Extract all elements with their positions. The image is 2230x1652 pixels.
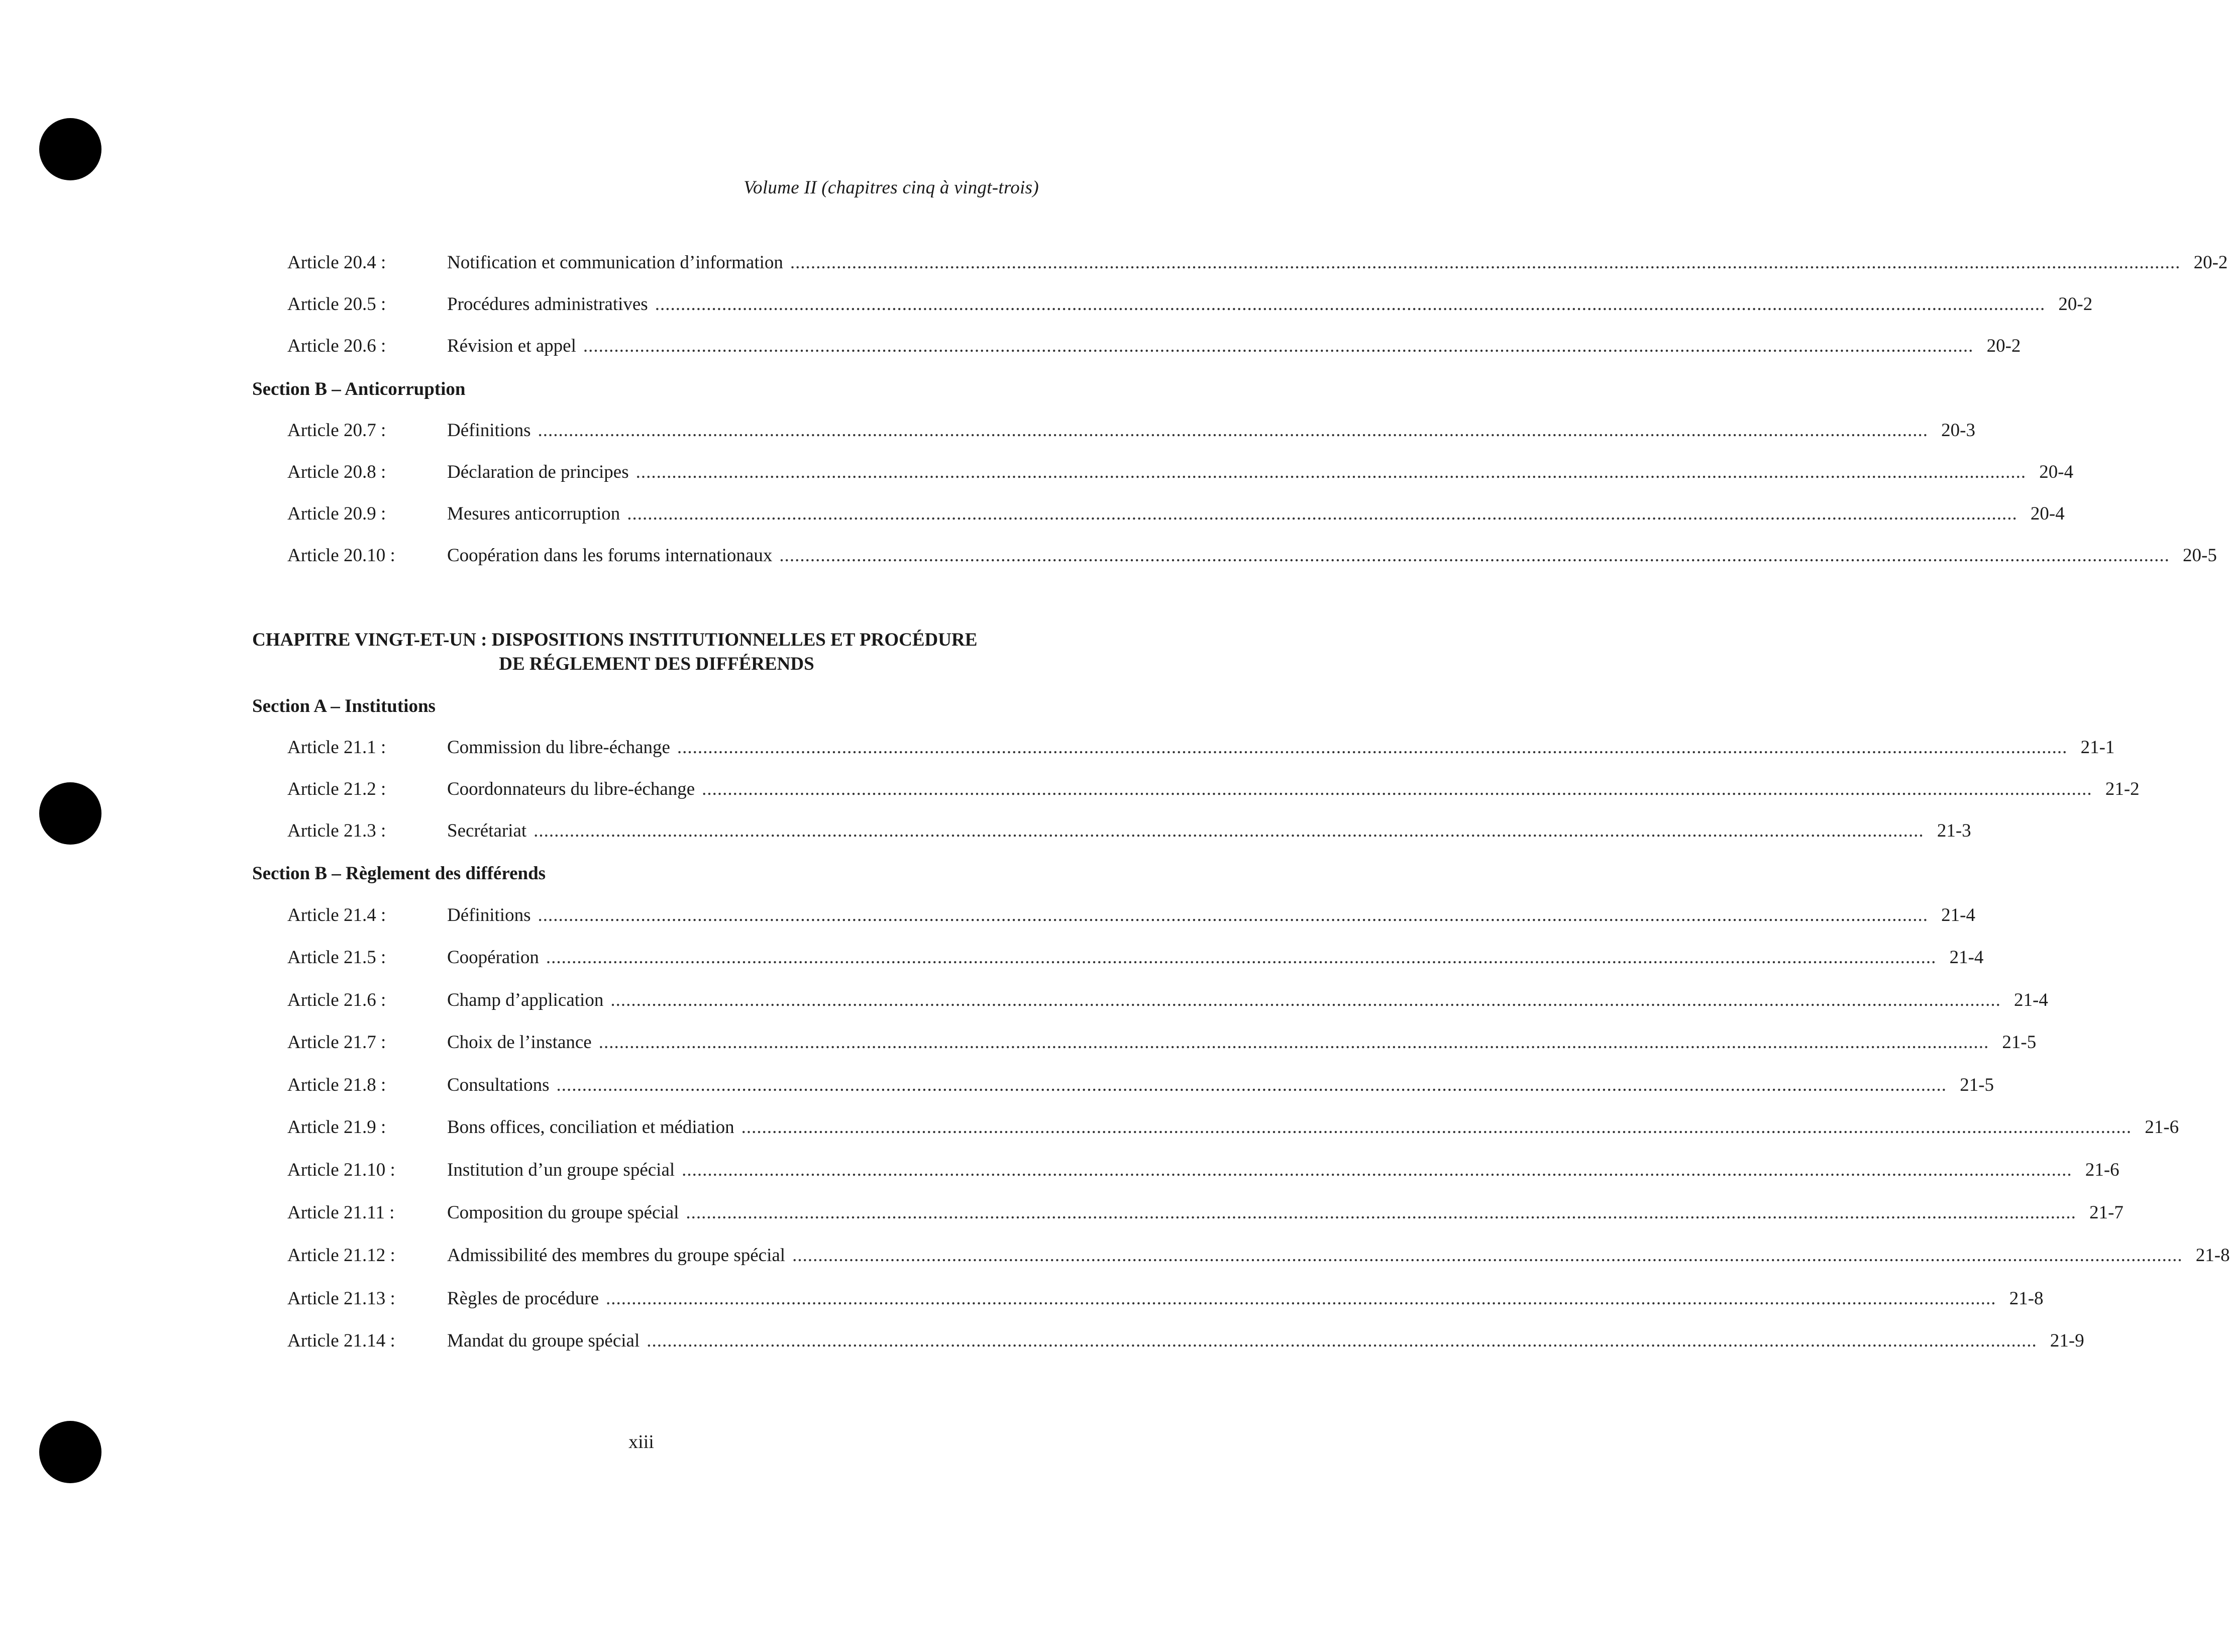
entry-label: Article 21.6 :	[287, 990, 386, 1010]
toc-entry	[287, 502, 2065, 526]
dot-leader: ..............................................................................................................................................................................................................................................................................	[534, 820, 1924, 841]
running-head: Volume II (chapitres cinq à vingt-trois)	[744, 177, 1039, 198]
entry-page: 20-2	[2058, 294, 2093, 315]
entry-page: 21-2	[2105, 779, 2140, 799]
dot-leader: ..............................................................................................................................................................................................................................................................................	[606, 1288, 1996, 1309]
toc-entry	[287, 736, 2115, 759]
entry-title: Procédures administratives	[447, 294, 648, 315]
entry-page: 21-7	[2089, 1202, 2123, 1223]
entry-label: Article 21.12 :	[287, 1245, 395, 1266]
entry-page: 21-3	[1937, 820, 1971, 841]
toc-entry	[287, 293, 2093, 316]
entry-page: 20-2	[1986, 336, 2021, 356]
entry-label: Article 20.5 :	[287, 294, 386, 315]
entry-label: Article 21.9 :	[287, 1117, 386, 1138]
entry-page: 20-5	[2183, 545, 2217, 566]
entry-page: 21-5	[1960, 1075, 1994, 1095]
entry-title: Notification et communication d’information	[447, 252, 783, 273]
entry-page: 21-9	[2050, 1330, 2084, 1351]
entry-title: Coopération	[447, 947, 539, 968]
entry-label: Article 20.10 :	[287, 545, 395, 566]
toc-entry	[287, 544, 2217, 567]
toc-entry	[287, 946, 1984, 969]
toc-entry	[287, 819, 1971, 843]
entry-title: Secrétariat	[447, 820, 527, 841]
entry-title: Commission du libre-échange	[447, 737, 670, 758]
entry-label: Article 20.7 :	[287, 420, 386, 441]
toc-entry	[287, 989, 2048, 1012]
section-heading: Section A – Institutions	[252, 696, 436, 716]
entry-label: Article 21.5 :	[287, 947, 386, 968]
dot-leader: ..............................................................................................................................................................................................................................................................................	[655, 294, 2046, 315]
entry-title: Mesures anticorruption	[447, 503, 620, 524]
dot-leader: ..............................................................................................................................................................................................................................................................................	[741, 1117, 2132, 1138]
entry-label: Article 21.3 :	[287, 820, 386, 841]
entry-title: Définitions	[447, 905, 531, 925]
entry-label: Article 20.8 :	[287, 462, 386, 482]
entry-label: Article 21.2 :	[287, 779, 386, 799]
entry-title: Consultations	[447, 1075, 550, 1095]
toc-entry	[287, 1116, 2179, 1139]
dot-leader: ..............................................................................................................................................................................................................................................................................	[647, 1330, 2037, 1351]
dot-leader: ..............................................................................................................................................................................................................................................................................	[610, 990, 2001, 1010]
entry-title: Coopération dans les forums internationaux	[447, 545, 773, 566]
entry-page: 21-6	[2085, 1160, 2119, 1180]
entry-page: 21-1	[2080, 737, 2115, 758]
entry-page: 21-8	[2195, 1245, 2230, 1266]
page-number: xiii	[628, 1431, 654, 1453]
toc-entry	[287, 1329, 2084, 1353]
entry-title: Définitions	[447, 420, 531, 441]
entry-page: 20-3	[1941, 420, 1975, 441]
toc-entry	[287, 461, 2074, 484]
toc-entry	[287, 251, 2228, 274]
entry-title: Mandat du groupe spécial	[447, 1330, 640, 1351]
dot-leader: ..............................................................................................................................................................................................................................................................................	[792, 1245, 2183, 1266]
entry-title: Choix de l’instance	[447, 1032, 592, 1053]
dot-leader: ..............................................................................................................................................................................................................................................................................	[556, 1075, 1947, 1095]
entry-label: Article 21.11 :	[287, 1202, 395, 1223]
entry-title: Institution d’un groupe spécial	[447, 1160, 675, 1180]
toc-entry	[287, 778, 2140, 801]
entry-label: Article 20.9 :	[287, 503, 386, 524]
toc-entry	[287, 335, 2021, 358]
chapter-heading	[252, 628, 1041, 676]
toc-entry	[287, 1031, 2037, 1054]
dot-leader: ..............................................................................................................................................................................................................................................................................	[702, 779, 2092, 799]
entry-label: Article 21.10 :	[287, 1160, 395, 1180]
dot-leader: ..............................................................................................................................................................................................................................................................................	[546, 947, 1937, 968]
dot-leader: ..............................................................................................................................................................................................................................................................................	[790, 252, 2181, 273]
entry-label: Article 21.1 :	[287, 737, 386, 758]
entry-page: 20-4	[2039, 462, 2074, 482]
toc-entry	[287, 1159, 2119, 1182]
entry-page: 21-5	[2002, 1032, 2037, 1053]
entry-label: Article 21.4 :	[287, 905, 386, 925]
dot-leader: ..............................................................................................................................................................................................................................................................................	[677, 737, 2068, 758]
section-heading: Section B – Règlement des différends	[252, 863, 546, 884]
entry-title: Composition du groupe spécial	[447, 1202, 679, 1223]
entry-title: Coordonnateurs du libre-échange	[447, 779, 695, 799]
dot-leader: ..............................................................................................................................................................................................................................................................................	[538, 420, 1928, 441]
toc-entry	[287, 419, 1975, 442]
dot-leader: ..............................................................................................................................................................................................................................................................................	[538, 905, 1928, 925]
toc-entry	[287, 904, 1975, 927]
entry-title: Règles de procédure	[447, 1288, 599, 1309]
entry-label: Article 21.7 :	[287, 1032, 386, 1053]
entry-title: Champ d’application	[447, 990, 604, 1010]
dot-leader: ..............................................................................................................................................................................................................................................................................	[635, 462, 2027, 482]
entry-page: 20-2	[2193, 252, 2228, 273]
entry-label: Article 21.8 :	[287, 1075, 386, 1095]
dot-leader: ..............................................................................................................................................................................................................................................................................	[583, 336, 1974, 356]
section-heading: Section B – Anticorruption	[252, 379, 466, 399]
entry-label: Article 21.13 :	[287, 1288, 395, 1309]
entry-label: Article 20.6 :	[287, 336, 386, 356]
toc-entry	[287, 1201, 2123, 1224]
entry-page: 21-4	[1949, 947, 1984, 968]
dot-leader: ..............................................................................................................................................................................................................................................................................	[598, 1032, 1989, 1053]
entry-title: Admissibilité des membres du groupe spécial	[447, 1245, 786, 1266]
chapter-heading-line1: CHAPITRE VINGT-ET-UN : DISPOSITIONS INSTITUTIONNELLES ET PROCÉDURE	[252, 630, 978, 650]
entry-label: Article 20.4 :	[287, 252, 386, 273]
entry-page: 20-4	[2030, 503, 2065, 524]
toc-entry	[287, 1244, 2230, 1267]
toc-entry	[287, 1074, 1994, 1097]
dot-leader: ..............................................................................................................................................................................................................................................................................	[779, 545, 2170, 566]
dot-leader: ..............................................................................................................................................................................................................................................................................	[686, 1202, 2076, 1223]
entry-title: Déclaration de principes	[447, 462, 629, 482]
dot-leader: ..............................................................................................................................................................................................................................................................................	[682, 1160, 2072, 1180]
entry-page: 21-6	[2145, 1117, 2179, 1138]
chapter-heading-line2: DE RÉGLEMENT DES DIFFÉRENDS	[499, 654, 814, 674]
entry-label: Article 21.14 :	[287, 1330, 395, 1351]
entry-page: 21-8	[2009, 1288, 2044, 1309]
toc-entry	[287, 1287, 2044, 1310]
entry-page: 21-4	[1941, 905, 1975, 925]
entry-title: Révision et appel	[447, 336, 576, 356]
entry-page: 21-4	[2014, 990, 2048, 1010]
entry-title: Bons offices, conciliation et médiation	[447, 1117, 734, 1138]
dot-leader: ..............................................................................................................................................................................................................................................................................	[627, 503, 2017, 524]
